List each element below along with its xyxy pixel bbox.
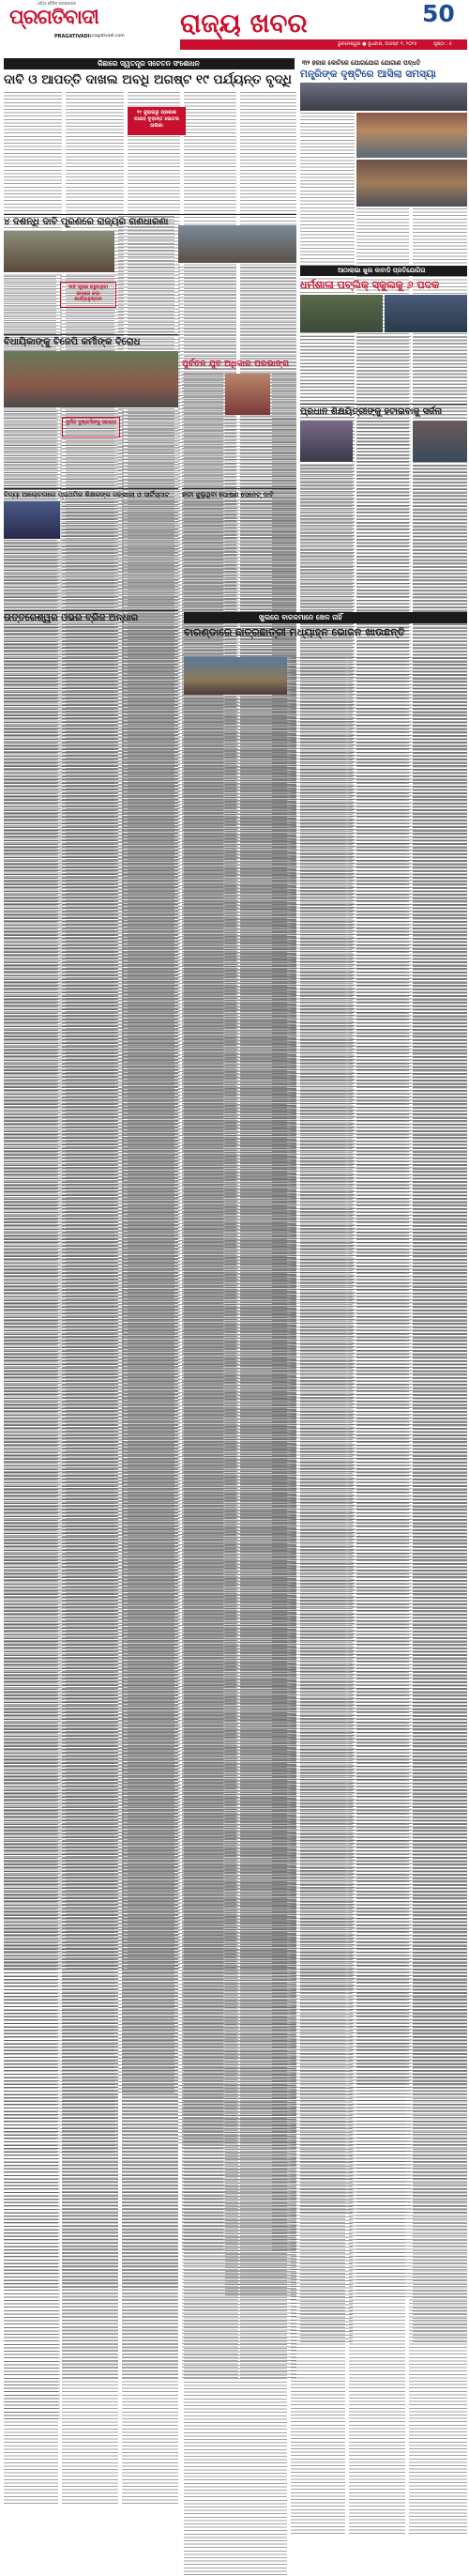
story7-photo-1: [300, 421, 353, 462]
story5-column-1: [4, 411, 58, 486]
story4-photo-1: [300, 295, 383, 332]
story6-column-3: [272, 374, 296, 417]
top-note: ଓଡ଼ିଆ ଦୈନିକ ଖବରକାଗଜ: [38, 1, 77, 6]
story3-sidebar-text: ଦାବି ପୂରଣ କରୁନଥିବା କାଳରେ କଡ଼ା କାର୍ଯ୍ୟାନୁଷ୍ଠାନ: [68, 284, 108, 302]
story6-photo: [225, 374, 270, 415]
section-title: ରାଜ୍ୟ ଖବର: [180, 8, 308, 38]
story9-headline: ହାତୀ ଝୁଲୁଥିବା ପୋଷଣ ସେନେଟ୍ ଦାବି: [182, 491, 274, 498]
story2-photo-1: [356, 113, 467, 158]
story10-column-2: [62, 627, 118, 738]
story10-headline: ଉତ୍ତରେଶ୍ୱର ଓଭର ବ୍ରିଜ ଅନ୍ଧାର: [4, 613, 139, 623]
story10-column-3: [122, 627, 178, 738]
masthead: [0, 0, 469, 56]
top-strip-text: କିଛାରେ ସ୍ୱତନ୍ତ୍ର ସଚେତନ ସଂଶୋଧନ: [98, 59, 200, 68]
bottom-headline: ବାରଣ୍ଡାରେ ଛାତ୍ରଛାତ୍ରୀ ମଧ୍ୟାହ୍ନ ଭୋଜନ ଖାଉଛନ୍ତି: [184, 626, 405, 638]
story5-box-text: ଦୁର୍ନୀତି ଦୁଷ୍କର୍ମୀଙ୍କୁ ସହାୟତା: [66, 420, 116, 425]
story5-box: [62, 417, 120, 437]
middle-photo: [178, 225, 296, 263]
site-url: pragativadi.com: [90, 34, 125, 38]
story7-column-3: [413, 466, 467, 571]
divider-9: [182, 488, 296, 489]
story2-headline: ମନ୍ତ୍ରିଙ୍କ ଦୃଷ୍ଟିରେ ଆସିଲା ସମସ୍ୟା: [300, 69, 436, 80]
lead-headline: ଦାବି ଓ ଆପତ୍ତି ଦାଖଲ ଅବଧି ଅଗଷ୍ଟ ୧୯ ପର୍ଯ୍ୟନ୍ତ ବୃଦ୍ଧି: [4, 72, 292, 87]
story8-photo: [4, 501, 60, 539]
middle-column-2: [240, 267, 296, 332]
story4-column-1: [300, 336, 355, 402]
story8-column-3: [4, 543, 60, 608]
story6-headline: ପୁର୍ବତନ ଯୁବ ଅଧିକାର ପରଭାଙ୍ଗ: [182, 360, 290, 369]
story4-photo-2: [385, 295, 467, 332]
top-strip: [4, 58, 295, 69]
story10-column-1: [4, 627, 58, 738]
story3-column-1: [4, 276, 56, 332]
story7-headline: ପ୍ରଧାନ ଶିକ୍ଷୟିତ୍ରୀଙ୍କୁ ହଟାଇବାକୁ ସର୍ଜନା: [300, 406, 443, 417]
story6-column-1: [182, 374, 223, 486]
story5-headline: ବିଧାୟିକାଙ୍କୁ ବିଜେପି କର୍ମୀଙ୍କ ବିରୋଧ: [4, 337, 141, 347]
bottom-column-2: [349, 657, 405, 738]
page-number: ପୃଷ୍ଠା : ୫: [433, 41, 452, 47]
lead-highlight-box: [128, 107, 186, 135]
story2-photo-top: [300, 83, 467, 111]
bottom-photo: [184, 657, 287, 695]
divider-5: [4, 334, 178, 335]
story9-column-2: [240, 501, 296, 608]
bottom-strip: [184, 612, 467, 623]
divider-7: [300, 404, 467, 405]
logo-text: ପ୍ରଗତିବାଦୀ: [9, 6, 98, 28]
date-bar: [180, 39, 467, 50]
logo: [9, 6, 120, 36]
story4-kicker-bar: [300, 266, 467, 276]
story2-column-1: [300, 113, 355, 263]
story7-photo-2: [413, 421, 467, 462]
story2-photo-2: [356, 160, 467, 207]
story3-headline: ୪ ଦଶନ୍ଧି ଦାବି ପୂରଣରେ ରାଜ୍ୟର ଗଣଧାରଣା: [4, 217, 169, 227]
story2-kicker: ୩୨ ହଜାର କୋଟିରେ ଯୋଗଯୋଗ ଯୋଗାଣ ପଦ୍ଧତି: [302, 59, 421, 67]
middle-column-1: [178, 267, 236, 332]
story3-photo: [4, 231, 114, 272]
story2-column-2: [356, 208, 409, 263]
story3-column-3: [118, 216, 174, 332]
divider-10: [4, 610, 178, 611]
bottom-column-4: [184, 698, 287, 738]
story5-column-3: [122, 411, 178, 486]
story4-column-2: [356, 336, 411, 402]
bottom-column-3: [409, 657, 467, 738]
story4-kicker: ଆଠାଲାଭା ଖୁଲ କାବାଡି ପ୍ରତିଯୋଗିତା: [338, 267, 426, 274]
anniversary-number: 50: [422, 0, 455, 27]
story8-column-1: [62, 501, 118, 608]
story7-column-2: [300, 466, 353, 571]
story4-column-3: [413, 336, 467, 402]
anniversary-logo: [415, 2, 463, 30]
divider-3: [4, 214, 296, 215]
bottom-strip-text: ଖୁଲରେ ବାଳକମାନେ ଖେଳ ନାହିଁ: [259, 613, 342, 621]
logo-sub: PRAGATIVADI: [54, 34, 90, 39]
story2-column-3: [413, 208, 467, 263]
story8-column-2: [122, 501, 178, 608]
bottom-column-1: [291, 657, 345, 738]
story9-column-1: [182, 501, 238, 608]
story5-photo: [4, 351, 178, 407]
lead-highlight-text: ୧୯ ଜୁଲାଇରୁ ପ୍ରକାଶ ପାଇବ ଚୂଡ଼ାନ୍ତ ଭୋଟର ତାଲିକା: [134, 110, 179, 129]
divider-8: [4, 488, 178, 489]
date-line: ଭୁବନେଶ୍ୱର ● ବୁଧବାର, ଅଗଷ୍ଟ ୧, ୨୦୨୫: [338, 41, 417, 47]
story7-column-1: [356, 421, 409, 571]
story4-headline: ଧର୍ମଶାଳା ପବ୍ଲିକ୍ ସ୍କୁଲକୁ ୬ ପଦକ: [300, 279, 440, 291]
story3-sidebar: [60, 282, 116, 308]
story8-headline: ବିଦ୍ୟା ଆଲୋଚନାରେ ପ୍ରାଥମିକ ଶିକ୍ଷକଙ୍କ ସରକାରୀ ଓ ସାର୍ଟିସ୍ମାଟ: [4, 491, 170, 498]
